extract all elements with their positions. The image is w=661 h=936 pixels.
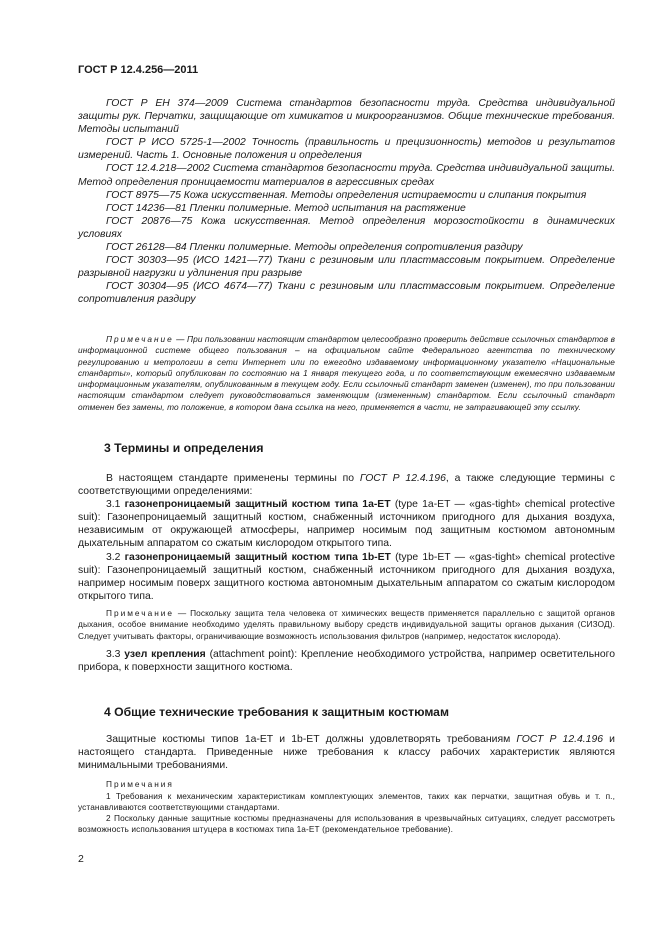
reference-item: ГОСТ 8975—75 Кожа искусственная. Методы определения истираемости и слипания покрытия xyxy=(106,189,587,201)
page-number: 2 xyxy=(78,853,84,865)
note-item: 2 Поскольку данные защитные костюмы предназначены для использования в чрезвычайных ситуациях, следует рассмотреть возможность использования штуцера в костюмах типа 1а-ЕТ (рекомендательное требование). xyxy=(78,813,615,835)
term: узел крепления xyxy=(124,648,206,660)
term-number: 3.1 xyxy=(106,499,125,511)
section-4-body xyxy=(78,733,615,836)
section-3-body xyxy=(78,472,615,674)
note-label: Примечание xyxy=(106,334,174,344)
notes-label: Примечания xyxy=(106,779,174,790)
reference-item: ГОСТ 30304—95 (ИСО 4674—77) Ткани с резиновым или пластмассовым покрытием. Определение сопротивления раздиру xyxy=(78,281,615,306)
document-header: ГОСТ Р 12.4.256—2011 xyxy=(78,64,199,76)
note-item: 1 Требования к механическим характеристикам комплектующих элементов, таких как перчатки, защитная обувь и т. п., устанавливаются соответствующими стандартами. xyxy=(78,790,615,812)
term-definition: (type 1a-ET — «gas-tight» chemical protective suit): Газонепроницаемый защитный костюм, снабженный источником пригодного для дыхания воздуха, независимым от окружающей атмосферы, например носимым под защитным костюмом автономным дыхательным аппаратом со сжатым кислородом открытого типа. xyxy=(78,499,615,550)
references-list xyxy=(78,97,615,307)
term-definition: (attachment point): Крепление необходимого устройства, например осветительного прибора, к поверхности защитного костюма. xyxy=(78,648,615,673)
note-label: Примечание xyxy=(106,607,175,618)
reference-item: ГОСТ 26128—84 Пленки полимерные. Методы определения сопротивления раздиру xyxy=(106,242,523,254)
text: и настоящего стандарта. Приведенные ниже требования к классу рабочих характеристик являются минимальными требованиями. xyxy=(78,734,615,772)
section-4-title: 4 Общие технические требования к защитным костюмам xyxy=(104,705,449,719)
section-3-title: 3 Термины и определения xyxy=(104,441,264,455)
term: газонепроницаемый защитный костюм типа 1b-ЕТ xyxy=(124,551,391,563)
note-text: — При пользовании настоящим стандартом целесообразно проверить действие ссылочных стандартов в информационной системе общего пользования – на официальном сайте Федерального агентства по техническому регулированию и метрологии в сети Интернет или по ежегодно издаваемому информационному указателю «Национальные стандарты», который опубликован по состоянию на 1 января текущего года, и по соответствующим ежемесячно издаваемым информационным указателям, опубликованным в текущем году. Если ссылочный стандарт заменен (изменен), то при пользовании настоящим стандартом следует руководствоваться заменяющим (измененным) стандартом. Если ссылочный стандарт отменен без замены, то положение, в котором дана ссылка на него, применяется в части, не затрагивающей эту ссылку. xyxy=(78,334,616,412)
term: газонепроницаемый защитный костюм типа 1а-ЕТ xyxy=(124,499,391,511)
standard-reference: ГОСТ Р 12.4.196 xyxy=(516,734,604,745)
standard-reference: ГОСТ Р 12.4.196 xyxy=(359,473,446,484)
term-number: 3.3 xyxy=(106,648,125,660)
term-number: 3.2 xyxy=(106,551,125,563)
text: В настоящем стандарте применены термины по xyxy=(106,473,360,484)
reference-note xyxy=(78,334,615,413)
reference-item: ГОСТ Р ИСО 5725-1—2002 Точность (правильность и прецизионность) методов и результатов измерений. Часть 1. Основные положения и определения xyxy=(78,137,615,162)
term-definition: (type 1b-ET — «gas-tight» chemical protective suit): Газонепроницаемый защитный костюм, снабженный источником пригодного для дыхания воздуха, например носимым поверх защитного костюма автономным дыхательным аппаратом со сжатым кислородом открытого типа. xyxy=(78,551,615,602)
reference-item: ГОСТ Р ЕН 374—2009 Система стандартов безопасности труда. Средства индивидуальной защиты рук. Перчатки, защищающие от химикатов и микроорганизмов. Общие технические требования. Методы испытаний xyxy=(78,98,615,136)
note-text: — Поскольку защита тела человека от химических веществ применяется параллельно с защитой органов дыхания, особое внимание необходимо уделять правильному выбору средств индивидуальной защиты органов дыхания (СИЗОД). Следует учитывать факторы, ограничивающие возможность использования фильтров (например, недостаток кислорода). xyxy=(78,607,615,641)
text: , а также следующие термины с соответствующими определениями: xyxy=(78,473,616,498)
reference-item: ГОСТ 20876—75 Кожа искусственная. Метод определения морозостойкости в динамических условиях xyxy=(78,215,615,240)
reference-item: ГОСТ 30303—95 (ИСО 1421—77) Ткани с резиновым или пластмассовым покрытием. Определение разрывной нагрузки и удлинения при разрыве xyxy=(78,255,615,280)
text: Защитные костюмы типов 1а-ЕТ и 1b-ЕТ должны удовлетворять требованиям xyxy=(106,734,517,745)
reference-item: ГОСТ 12.4.218—2002 Система стандартов безопасности труда. Средства индивидуальной защиты. Метод определения проницаемости материалов в агрессивных средах xyxy=(78,163,615,188)
reference-item: ГОСТ 14236—81 Пленки полимерные. Метод испытания на растяжение xyxy=(106,202,466,214)
